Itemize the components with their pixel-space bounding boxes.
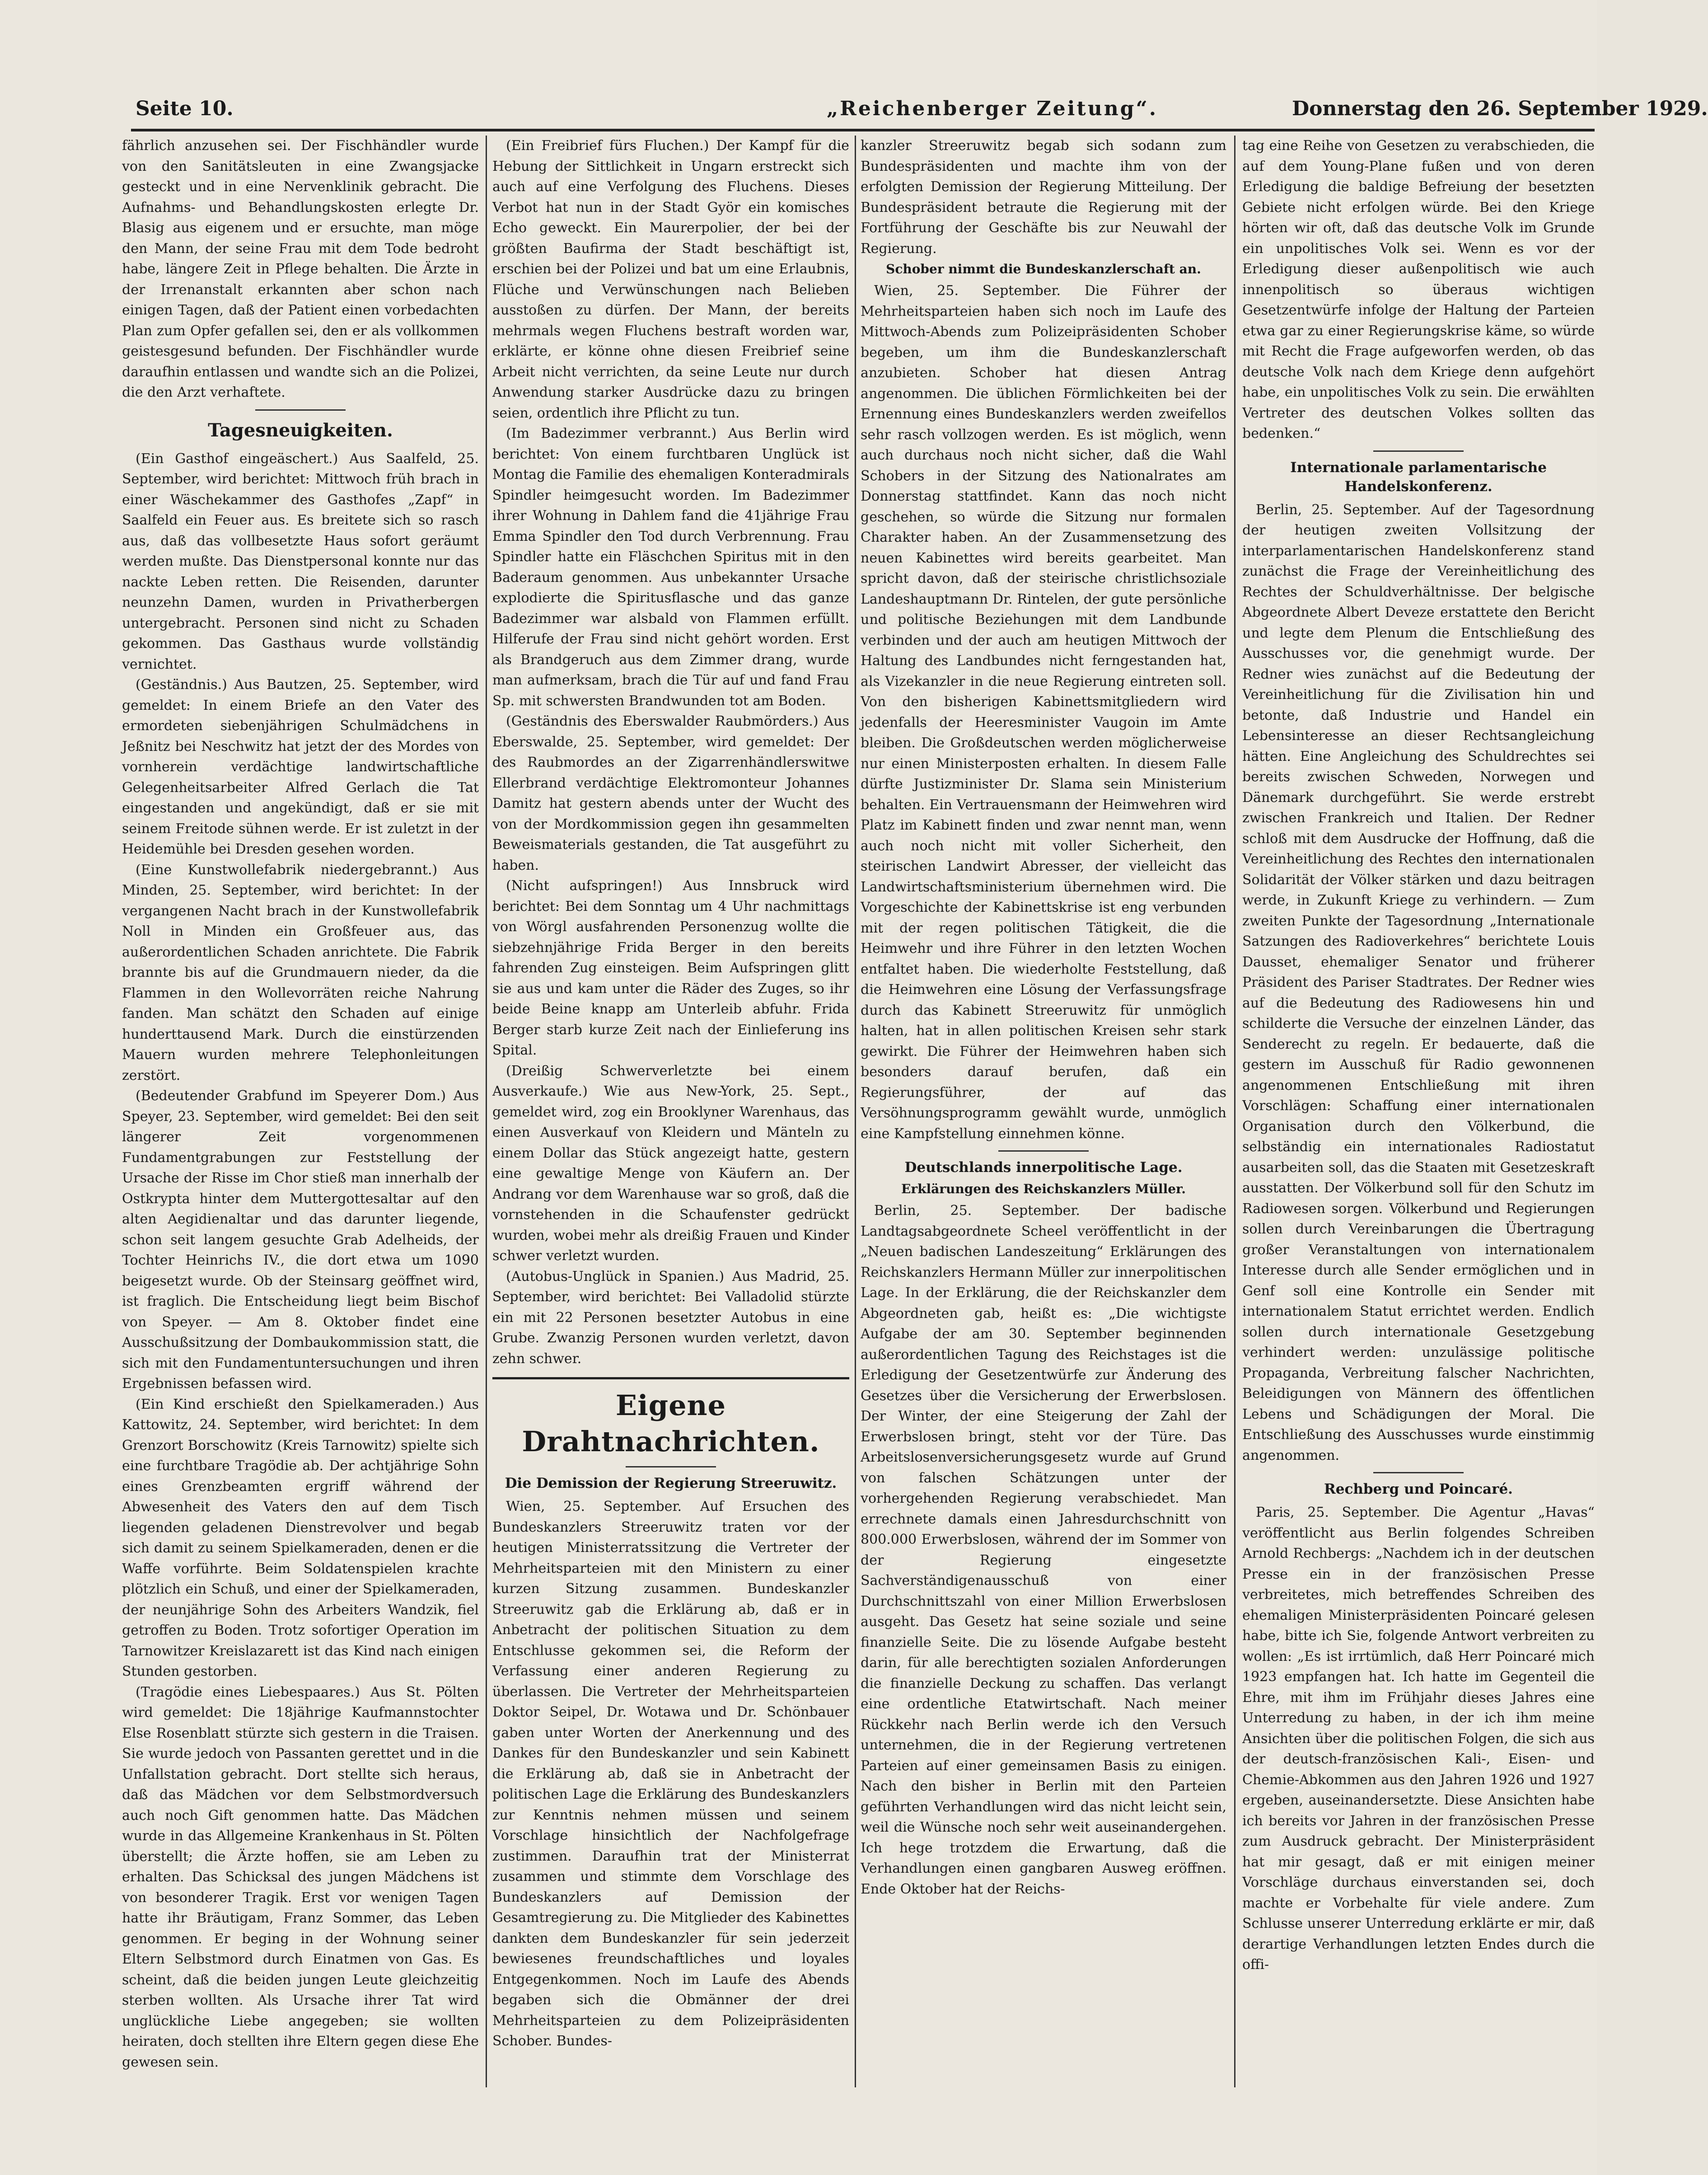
news-item: (Geständnis des Eberswalder Raubmörders.) Aus Eberswalde, 25. September, wird gemeldet: Der des Raubmordes an der Zigarrenhändlerswitwe Ellerbrand verdächtige Elektromonteur Johannes Damitz hat gestern abends unter der Wucht des von der Mordkommission gegen ihn gesammelten Beweismaterials gestanden, die Tat ausgeführt zu haben. <box>492 713 849 873</box>
column-4 <box>1242 136 1595 2087</box>
news-item: (Ein Freibrief fürs Fluchen.) Der Kampf für die Hebung der Sittlichkeit in Ungarn erstreckt sich auch auf eine Verfolgung des Fluchens. Dieses Verbot hat nun in der Stadt Györ ein komisches Echo geweckt. Ein Maurerpolier, der bei der größten Baufirma der Stadt beschäftigt ist, erschien bei der Polizei und bat um eine Erlaubnis, Flüche und Verwünschungen nach Belieben ausstoßen zu dürfen. Der Mann, der bereits mehrmals wegen Fluchens bestraft worden war, erklärte, er könne ohne diesen Freibrief seine Arbeit nicht verrichten, da seine Leute nur durch Anwendung starker Ausdrücke dazu zu bringen seien, ordentlich ihre Pflicht zu tun. <box>492 138 849 421</box>
article-heading: Die Demission der Regierung Streeruwitz. <box>505 1475 837 1491</box>
article-paragraph: Paris, 25. September. Die Agentur „Havas“ veröffentlicht aus Berlin folgendes Schreiben Arnold Rechbergs: „Nachdem ich in der deutschen Presse ein in der französischen Presse verbreitetes, mich betreffendes Schreiben des ehemaligen Ministerpräsidenten Poincaré gelesen habe, bitte ich Sie, folgende Antwort verbreiten zu wollen: „Es ist irrtümlich, daß Herr Poincaré mich 1923 empfangen hat. Ich hatte im Gegenteil die Ehre, mit ihm im Frühjahr dieses Jahres eine Unterredung zu haben, in der ich ihm meine Ansichten über die politischen Folgen, die sich aus der deutsch-französischen Kali-, Eisen- und Chemie-Abkommen aus den Jahren 1926 und 1927 ergeben, auseinandersetzte. Diese Ansichten habe ich bereits vor Jahren in der französischen Presse zum Ausdruck gebracht. Der Ministerpräsident hat mir gesagt, daß er mit einigen meiner Vorschläge durchaus einverstanden sei, doch machte er Vorbehalte für viele andere. Zum Schlusse unserer Unterredung erklärte er mir, daß derartige Verhandlungen letzten Endes durch die offi- <box>1242 1505 1595 1973</box>
news-item: (Dreißig Schwerverletzte bei einem Ausverkaufe.) Wie aus New-York, 25. Sept., gemeldet wird, zog ein Brooklyner Warenhaus, das einen Ausverkauf von Kleidern und Mänteln zu einem Dollar das Stück angezeigt hatte, gestern eine gewaltige Menge von Käufern an. Der Andrang vor dem Warenhause war so groß, daß die vornstehenden in die Schaufenster gedrückt wurden, wobei mehr als dreißig Frauen und Kinder schwer verletzt wurden. <box>492 1063 849 1264</box>
news-item: (Eine Kunstwollefabrik niedergebrannt.) Aus Minden, 25. September, wird berichtet: In der vergangenen Nacht brach in der Kunstwollefabrik Noll in Minden ein Großfeuer aus, das außerordentlichen Schaden anrichtete. Die Fabrik brannte bis auf die Grundmauern nieder, da die Flammen in den Wollevorräten reiche Nahrung fanden. Man schätzt den Schaden auf einige hunderttausend Mark. Durch die einstürzenden Mauern wurden mehrere Telephonleitungen zerstört. <box>122 862 479 1083</box>
page-number: Seite 10. <box>136 97 234 120</box>
column-1 <box>122 136 479 2087</box>
article-paragraph: Berlin, 25. September. Der badische Landtagsabgeordnete Scheel veröffentlicht in der „Neuen badischen Landeszeitung“ Erklärungen des Reichskanzlers Hermann Müller zur innerpolitischen Lage. In der Erklärung, die der Reichskanzler dem Abgeordneten gab, heißt es: „Die wichtigste Aufgabe der am 30. September beginnenden außerordentlichen Tagung des Reichstages ist die Erledigung der Gesetzentwürfe zur Änderung des Gesetzes über die Versicherung der Erwerbslosen. Der Winter, der eine Steigerung der Zahl der Erwerbslosen bringt, steht vor der Türe. Das Arbeitslosenversicherungsgesetz wurde auf Grund von falschen Schätzungen unter der vorhergehenden Regierung verabschiedet. Man errechnete damals einen Jahresdurchschnitt von 800.000 Erwerbslosen, während der im Sommer von der Regierung eingesetzte Sachverständigenausschuß von einer Durchschnittszahl von einer Million Erwerbslosen ausgeht. Das Gesetz hat seine soziale und seine finanzielle Seite. Die zu lösende Aufgabe besteht darin, für alle berechtigten sozialen Anforderungen die finanzielle Deckung zu schaffen. Das verlangt eine ordentliche Etatwirtschaft. Nach meiner Rückkehr nach Berlin werde ich den Versuch unternehmen, die in der Regierung vertretenen Parteien auf einer gemeinsamen Basis zu einigen. Nach den bisher in Berlin mit den Parteien geführten Verhandlungen wird das nicht leicht sein, weil die Wünsche noch sehr weit auseinandergehen. Ich hege trotzdem die Erwartung, daß die Verhandlungen einen gangbaren Ausweg eröffnen. Ende Oktober hat der Reichs- <box>861 1203 1226 1897</box>
section-divider <box>1373 1472 1464 1473</box>
column-2 <box>492 136 849 2087</box>
article-paragraph: tag eine Reihe von Gesetzen zu verabschieden, die auf dem Young-Plane fußen und von deren Erledigung die baldige Befreiung der besetzten Gebiete nicht erfolgen würde. Bei den Kriege hörten wir oft, daß das deutsche Volk im Grunde ein unpolitisches Volk sei. Wenn es vor der Erledigung dieser außenpolitisch wie auch innenpolitisch so überaus wichtigen Gesetzentwürfe infolge der Haltung der Parteien etwa gar zu einer Regierungskrise käme, so würde mit Recht die Frage aufgeworfen werden, ob das deutsche Volk nach dem Kriege denn aufgehört habe, ein unpolitisches Volk zu sein. Die erwählten Vertreter des deutschen Volkes sollten das bedenken.“ <box>1242 138 1595 441</box>
article-heading: Internationale parlamentarische Handelskonferenz. <box>1290 459 1547 495</box>
news-item: (Tragödie eines Liebespaares.) Aus St. Pölten wird gemeldet: Die 18jährige Kaufmannstochter Else Rosenblatt stürzte sich gestern in die Traisen. Sie wurde jedoch von Passanten gerettet und in die Unfallstation gebracht. Dort stellte sich heraus, daß das Mädchen vor dem Selbstmordversuch auch noch Gift genommen hatte. Das Mädchen wurde in das Allgemeine Krankenhaus in St. Pölten überstellt; die Ärzte hoffen, sie am Leben zu erhalten. Das Schicksal des jungen Mädchens ist von besonderer Tragik. Erst vor wenigen Tagen hatte ihr Bräutigam, Franz Sommer, das Leben genommen. Er beging in der Wohnung seiner Eltern Selbstmord durch Einatmen von Gas. Es scheint, daß die beiden jungen Leute gleichzeitig sterben wollten. Als Ursache ihrer Tat wird unglückliche Liebe angegeben; sie wollten heiraten, doch stellten ihre Eltern gegen diese Ehe gewesen sein. <box>122 1684 479 2070</box>
article-heading: Rechberg und Poincaré. <box>1324 1481 1513 1497</box>
column-divider <box>1234 136 1235 2087</box>
news-item: (Geständnis.) Aus Bautzen, 25. September, wird gemeldet: In einem Briefe an den Vater des ermordeten siebenjährigen Schulmädchens in Jeßnitz bei Neschwitz hat jetzt der des Mordes von vornherein verdächtige landwirtschaftliche Gelegenheitsarbeiter Alfred Gerlach die Tat eingestanden und angekündigt, daß er sie mit seinem Freitode sühnen werde. Er ist zuletzt in der Heidemühle bei Dresden gesehen worden. <box>122 677 479 857</box>
section-title: Eigene Drahtnachrichten. <box>522 1389 820 1458</box>
section-divider <box>492 1377 849 1379</box>
news-item: (Autobus-Unglück in Spanien.) Aus Madrid, 25. September, wird berichtet: Bei Valladolid stürzte ein mit 22 Personen besetzter Autobus in eine Grube. Zwanzig Personen wurden verletzt, davon zehn schwer. <box>492 1268 849 1367</box>
section-divider <box>1373 450 1464 452</box>
newspaper-title: „Reichenberger Zeitung“. <box>827 97 1158 120</box>
article-heading: Schober nimmt die Bundeskanzlerschaft an. <box>886 262 1201 277</box>
column-divider <box>486 136 487 2087</box>
page-header <box>117 93 1708 124</box>
column-divider <box>855 136 856 2087</box>
article-paragraph: kanzler Streeruwitz begab sich sodann zum Bundespräsidenten und machte ihm von der erfolgten Demission der Regierung Mitteilung. Der Bundespräsident betraute die Regierung mit der Fortführung der Geschäfte bis zur Neuwahl der Regierung. <box>861 138 1226 257</box>
header-rule <box>131 129 1595 131</box>
news-item: (Bedeutender Grabfund im Speyerer Dom.) Aus Speyer, 23. September, wird gemeldet: Bei den seit längerer Zeit vorgenommenen Fundamentgrabungen zur Feststellung der Ursache der Risse im Chor stieß man innerhalb der Ostkrypta hinter dem Muttergottesaltar auf den alten Aegidienaltar und das darunter liegende, schon seit langem gesuchte Grab Adelheids, der Tochter Heinrichs IV., die dort etwa um 1090 beigesetzt wurde. Ob der Steinsarg geöffnet wird, ist fraglich. Die Entscheidung liegt beim Bischof von Speyer. — Am 8. Oktober findet eine Ausschußsitzung der Dombaukommission statt, die sich mit den Fundamentuntersuchungen und ihren Ergebnissen befassen wird. <box>122 1088 479 1392</box>
title-rule <box>626 1466 716 1467</box>
news-item: (Ein Kind erschießt den Spielkameraden.) Aus Kattowitz, 24. September, wird berichtet: In dem Grenzort Borschowitz (Kreis Tarnowitz) spielte sich eine furchtbare Tragödie ab. Der achtjährige Sohn eines Grenzbeamten ergriff während der Abwesenheit des Vaters den auf dem Tisch liegenden geladenen Dienstrevolver und begab sich damit zu seinem Spielkameraden, denen er die Waffe vorführte. Beim Soldatenspielen krachte plötzlich ein Schuß, und einer der Spielkameraden, der neunjährige Sohn des Arbeiters Wandzik, fiel getroffen zu Boden. Trotz sofortiger Operation im Tarnowitzer Kreislazarett ist das Kind nach einigen Stunden gestorben. <box>122 1396 479 1679</box>
section-divider <box>998 1150 1089 1152</box>
news-item: (Nicht aufspringen!) Aus Innsbruck wird berichtet: Bei dem Sonntag um 4 Uhr nachmittags von Wörgl ausfahrenden Personenzug wollte die siebzehnjährige Frida Berger in den bereits fahrenden Zug einsteigen. Beim Aufspringen glitt sie aus und kam unter die Räder des Zuges, so ihr beide Beine knapp am Unterleib abfuhr. Frida Berger starb kurze Zeit nach der Einlieferung ins Spital. <box>492 878 849 1058</box>
column-3 <box>861 136 1226 2087</box>
article-paragraph: fährlich anzusehen sei. Der Fischhändler wurde von den Sanitätsleuten in eine Zwangsjacke gesteckt und in eine Nervenklinik gebracht. Die Aufnahms- und Behandlungskosten erlegte Dr. Blasig aus eigenem und er ersuchte, man möge den Mann, der seine Frau mit dem Tode bedroht habe, längere Zeit in Pflege behalten. Die Ärzte in der Irrenanstalt erkannten aber schon nach einigen Tagen, daß der Patient einen vorbedachten Plan zum Opfer gefallen sei, den er als vollkommen geistesgesund befunden. Der Fischhändler wurde daraufhin entlassen und wandte sich an die Polizei, die den Arzt verhaftete. <box>122 138 479 400</box>
news-item: (Im Badezimmer verbrannt.) Aus Berlin wird berichtet: Von einem furchtbaren Unglück ist Montag die Familie des ehemaligen Konteradmirals Spindler heimgesucht worden. Im Badezimmer ihrer Wohnung in Dahlem fand die 41jährige Frau Emma Spindler den Tod durch Verbrennung. Frau Spindler hatte ein Fläschchen Spiritus mit in den Baderaum genommen. Aus unbekannter Ursache explodierte die Spiritusflasche und das ganze Badezimmer war alsbald von Flammen erfüllt. Hilferufe der Frau sind nicht gehört worden. Erst als Brandgeruch aus dem Zimmer drang, wurde man aufmerksam, brach die Tür auf und fand Frau Sp. mit schwersten Brandwunden tot am Boden. <box>492 426 849 709</box>
issue-date: Donnerstag den 26. September 1929. <box>1292 97 1708 120</box>
section-divider <box>255 409 346 411</box>
article-paragraph: Wien, 25. September. Die Führer der Mehrheitsparteien haben sich noch im Laufe des Mittwoch-Abends zum Polizeipräsidenten Schober begeben, um ihm die Bundeskanzlerschaft anzubieten. Schober hat diesen Antrag angenommen. Die üblichen Förmlichkeiten bei der Ernennung eines Bundeskanzlers werden zweifellos sehr rasch vollzogen werden. Es ist möglich, wenn auch durchaus noch nicht sicher, daß die Wahl Schobers in der Sitzung des Nationalrates am Donnerstag stattfindet. Kann das noch nicht geschehen, so würde die Sitzung nur formalen Charakter haben. An der Zusammensetzung des neuen Kabinettes wird bereits gearbeitet. Man spricht davon, daß der steirische christlichsoziale Landeshauptmann Dr. Rintelen, der gute persönliche und politische Beziehungen mit dem Landbunde verbinden und der auch am heutigen Mittwoch der Haltung des Landbundes nicht ferngestanden hat, als Vizekanzler in die neue Regierung eintreten soll. Von den bisherigen Kabinettsmitgliedern wird jedenfalls der Heeresminister Vaugoin im Amte bleiben. Die Großdeutschen werden möglicherweise nur einen Ministerposten erhalten. In diesem Falle dürfte Justizminister Dr. Slama sein Ministerium behalten. Ein Vertrauensmann der Heimwehren wird Platz im Kabinett finden und zwar nennt man, wenn auch noch nicht mit voller Sicherheit, den steirischen Landwirt Abresser, der vielleicht das Landwirtschaftsministerium übernehmen wird. Die Vorgeschichte der Kabinettskrise ist eng verbunden mit der regen politischen Tätigkeit, die die Heimwehr und ihre Führer in den letzten Wochen entfaltet haben. Die wiederholte Feststellung, daß die Heimwehren eine Lösung der Verfassungsfrage durch das Kabinett Streeruwitz für unmöglich halten, hat in allen politischen Kreisen sehr stark gewirkt. Die Führer der Heimwehren haben sich besonders darauf berufen, daß ein Regierungsführer, der auf das Versöhnungsprogramm gewählt wurde, unmöglich eine Kampfstellung einnehmen könne. <box>861 283 1226 1142</box>
article-paragraph: Berlin, 25. September. Auf der Tagesordnung der heutigen zweiten Vollsitzung der interparlamentarischen Handelskonferenz stand zunächst die Frage der Vereinheitlichung des Rechtes der Schuldverhältnisse. Der belgische Abgeordnete Albert Deveze erstattete den Bericht und legte dem Plenum die Entschließung des Ausschusses vor, die genehmigt wurde. Der Redner wies zunächst auf die Bedeutung der Vereinheitlichung für die Zivilisation hin und betonte, daß Industrie und Handel ein Lebensinteresse an dieser Rechtsangleichung hätten. Eine Angleichung des Schuldrechtes sei bereits zwischen Schweden, Norwegen und Dänemark durchgeführt. Sie werde erstrebt zwischen Frankreich und Italien. Der Redner schloß mit dem Ausdrucke der Hoffnung, daß die Vereinheitlichung des Rechtes den internationalen Solidarität der Völker stärken und dazu beitragen werde, in Zukunft Kriege zu verhindern. — Zum zweiten Punkte der Tagesordnung „Internationale Satzungen des Radioverkehres“ berichtete Louis Dausset, ehemaliger Senator und früherer Präsident des Pariser Stadtrates. Der Redner wies auf die Bedeutung des Radiowesens hin und schilderte die Versuche der einzelnen Länder, das Senderecht zu regeln. Er bedauerte, daß die gestern im Ausschuß für Radio gewonnenen angenommenen Entschließung mit ihren Vorschlägen: Schaffung einer internationalen Organisation durch den Völkerbund, die selbständig ein internationales Radiostatut ausarbeiten soll, das die Staaten mit Gesetzeskraft ausstatten. Der Völkerbund soll für den Schutz im Radiowesen sorgen. Völkerbund und Regierungen sollen durch Vereinbarungen die Übertragung großer Veranstaltungen von internationalem Interesse durch alle Sender ermöglichen und in Genf soll eine Kontrolle ein Sender mit internationalem Statut errichtet werden. Endlich sollen durch internationale Gesetzgebung verhindert werden: unzulässige politische Propaganda, Verbreitung falscher Nachrichten, Beleidigungen von Männern des öffentlichen Lebens und Schädigungen der Moral. Die Entschließung des Ausschusses wurde einstimmig angenommen. <box>1242 502 1595 1463</box>
news-item: (Ein Gasthof eingeäschert.) Aus Saalfeld, 25. September, wird berichtet: Mittwoch früh brach in einer Wäschekammer des Gasthofes „Zapf“ in Saalfeld ein Feuer aus. Es breitete sich so rasch aus, daß das vollbesetzte Haus sofort geräumt werden mußte. Das Dienstpersonal konnte nur das nackte Leben retten. Die Reisenden, darunter neunzehn Damen, wurden in Privatherbergen untergebracht. Personen sind nicht zu Schaden gekommen. Das Gasthaus wurde vollständig vernichtet. <box>122 450 479 672</box>
article-subheading: Erklärungen des Reichskanzlers Müller. <box>901 1181 1186 1196</box>
article-heading: Deutschlands innerpolitische Lage. <box>904 1159 1183 1176</box>
article-paragraph: Wien, 25. September. Auf Ersuchen des Bundeskanzlers Streeruwitz traten vor der heutigen Ministerratssitzung die Vertreter der Mehrheitsparteien mit den Ministern zu einer kurzen Sitzung zusammen. Bundeskanzler Streeruwitz gab die Erklärung ab, daß er in Anbetracht der politischen Situation zu dem Entschlusse gekommen sei, die Reform der Verfassung einer anderen Regierung zu überlassen. Die Vertreter der Mehrheitsparteien Doktor Seipel, Dr. Wotawa und Dr. Schönbauer gaben unter Worten der Anerkennung und des Dankes für den Bundeskanzler und sein Kabinett die Erklärung ab, daß sie in Anbetracht der politischen Lage die Erklärung des Bundeskanzlers zur Kenntnis nehmen müssen und seinem Vorschlage hinsichtlich der Nachfolgefrage zustimmen. Daraufhin trat der Ministerrat zusammen und stimmte dem Vorschlage des Bundeskanzlers auf Demission der Gesamtregierung zu. Die Mitglieder des Kabinettes dankten dem Bundeskanzler für sein jederzeit bewiesenes freundschaftliches und loyales Entgegenkommen. Noch im Laufe des Abends begaben sich die Obmänner der drei Mehrheitsparteien zu dem Polizeipräsidenten Schober. Bundes- <box>492 1499 849 2049</box>
section-heading: Tagesneuigkeiten. <box>208 419 393 441</box>
